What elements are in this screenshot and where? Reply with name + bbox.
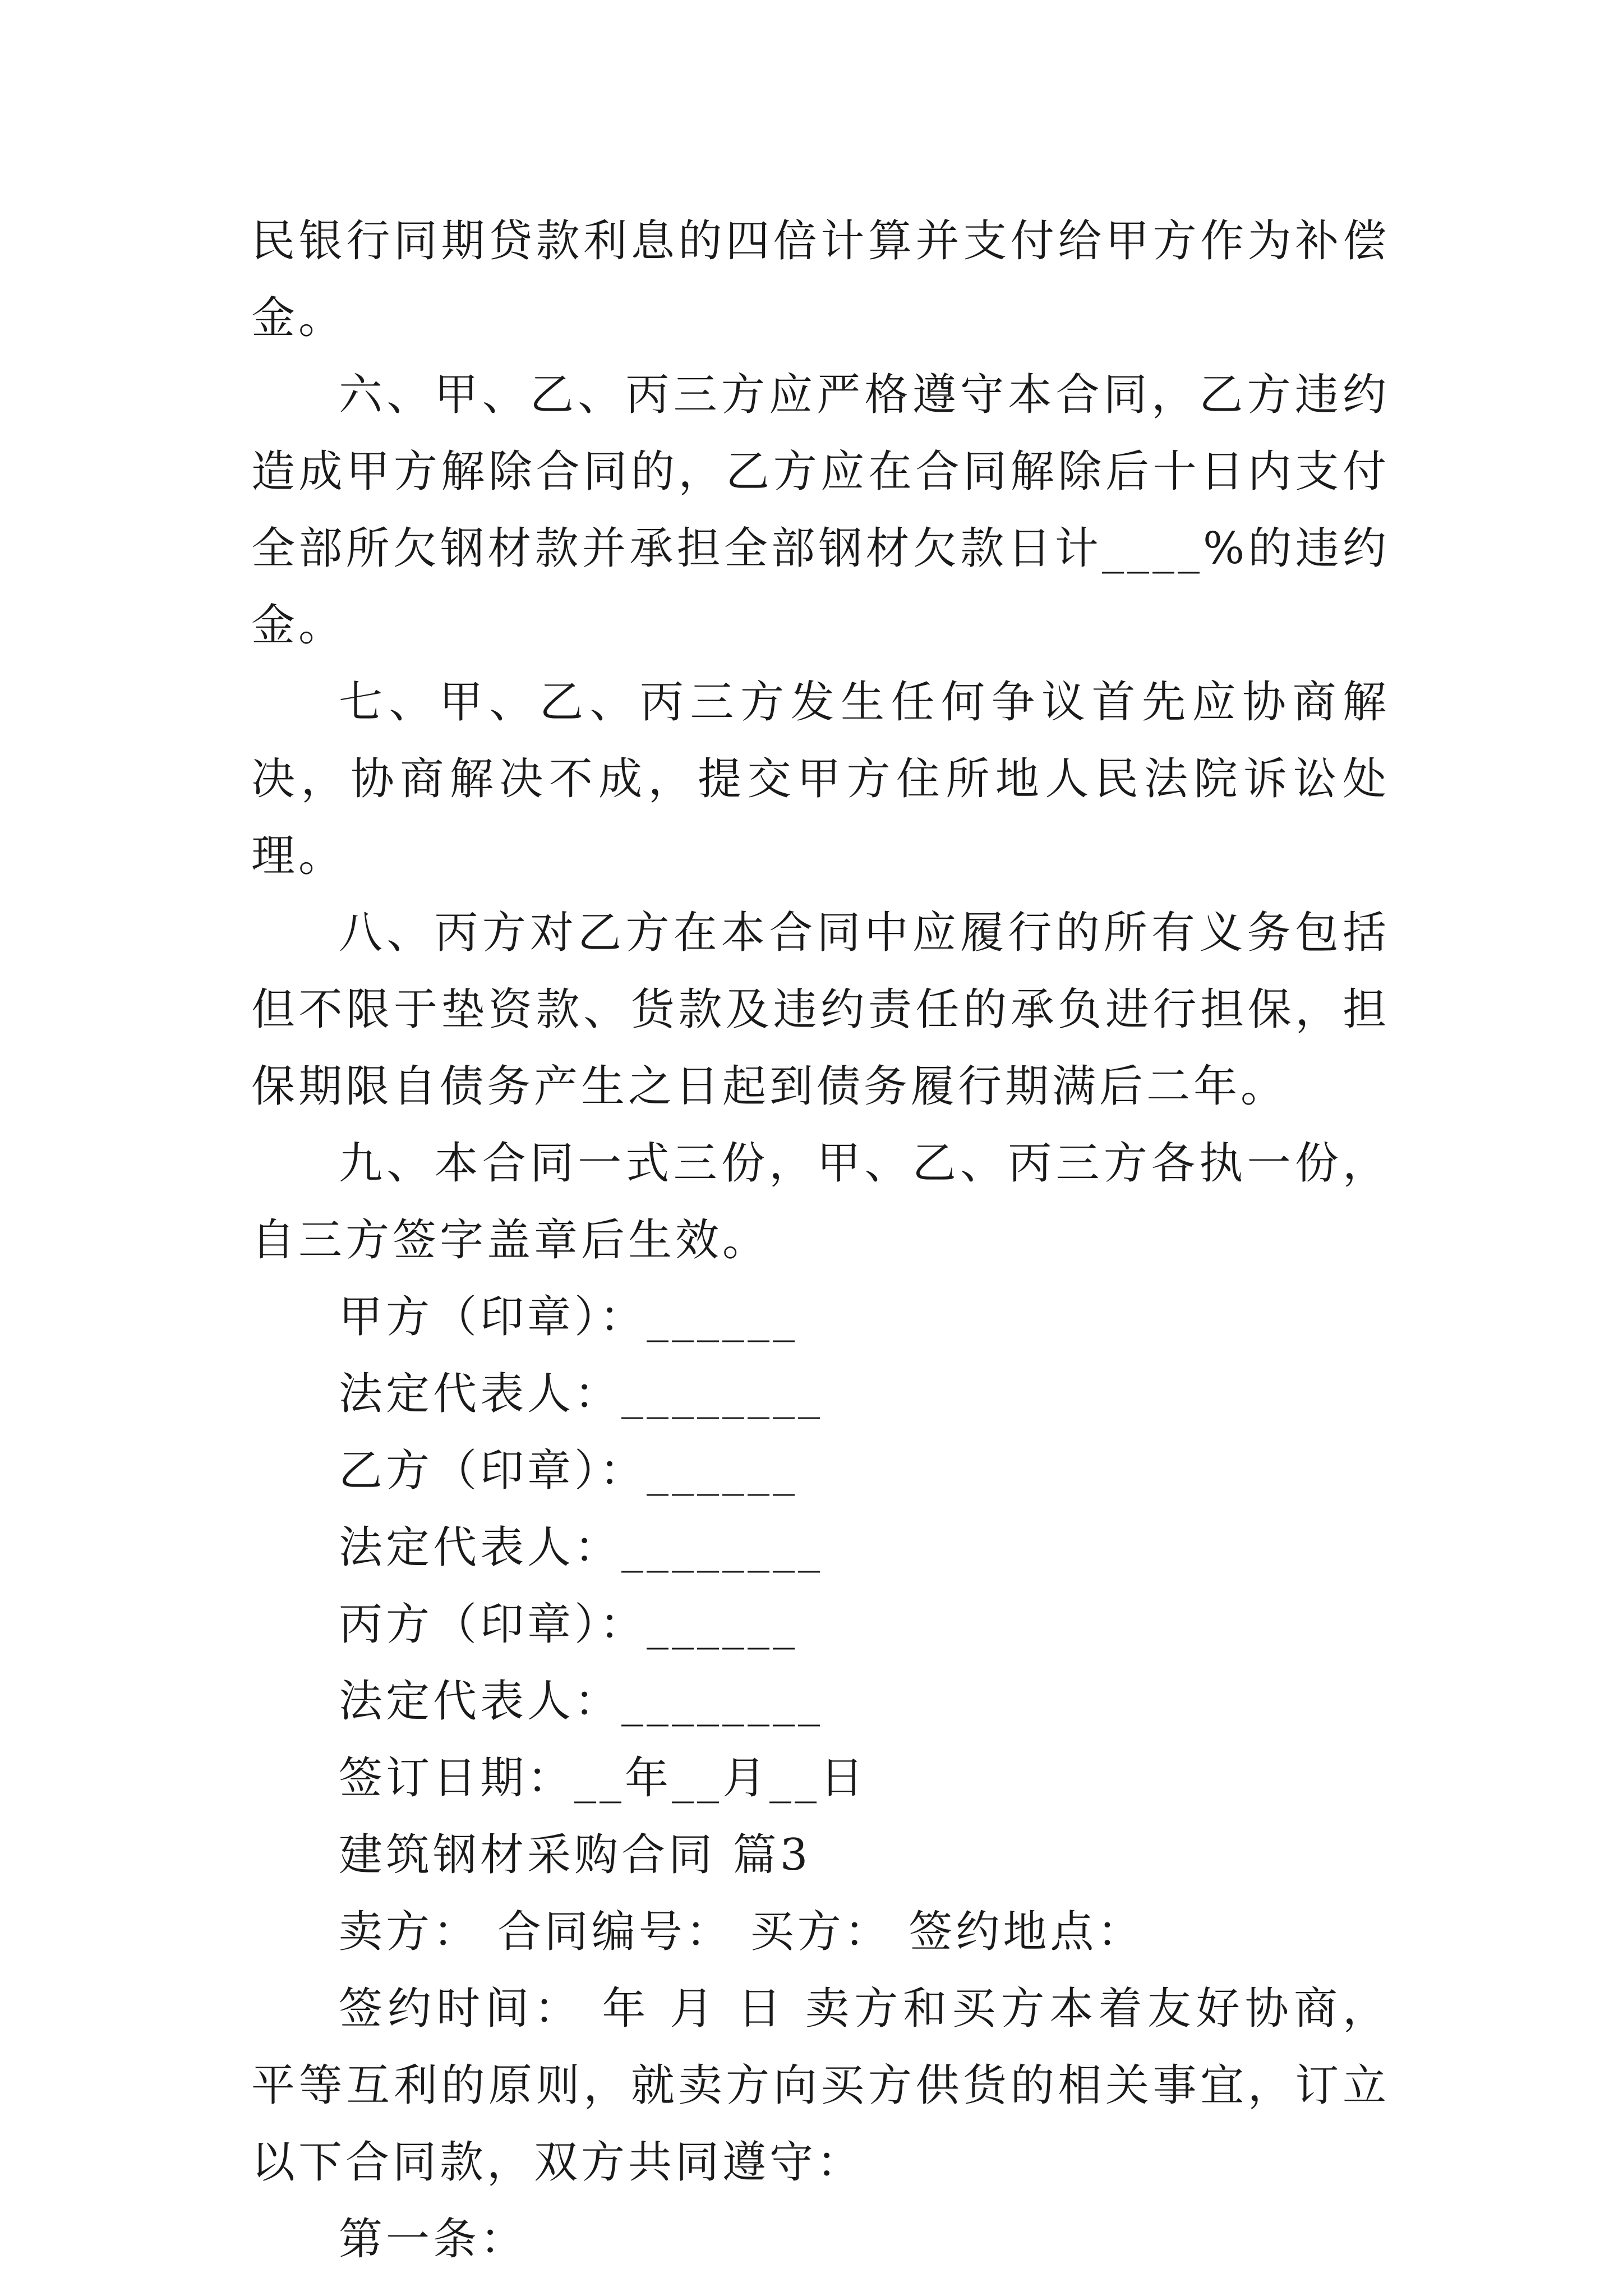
signature-line-party-c: 丙方（印章）：______	[339, 1599, 799, 1650]
paragraph-clause-eight: 八、丙方对乙方在本合同中应履行的所有义务包括但不限于垫资款、货款及违约责任的承负进行担保，担保期限自债务产生之日起到债务履行期满后二年。	[251, 908, 1390, 1112]
paragraph-preamble: 签约时间： 年 月 日 卖方和买方本着友好协商，平等互利的原则，就卖方向买方供货的相关事宜，订立以下合同款，双方共同遵守：	[251, 1984, 1390, 2188]
document-body	[251, 203, 1390, 2278]
signature-line-party-a: 甲方（印章）：______	[339, 1292, 799, 1342]
signing-date-line: 签订日期：__年__月__日	[339, 1753, 868, 1803]
article-one-heading: 第一条：	[339, 2214, 528, 2265]
section-title: 建筑钢材采购合同 篇3	[339, 1830, 811, 1880]
paragraph-clause-seven: 七、甲、乙、丙三方发生任何争议首先应协商解决，协商解决不成，提交甲方住所地人民法院诉讼处理。	[251, 677, 1390, 881]
contract-header-fields: 卖方： 合同编号： 买方： 签约地点：	[339, 1907, 1145, 1957]
paragraph-clause-nine: 九、本合同一式三份，甲、乙、丙三方各执一份，自三方签字盖章后生效。	[251, 1138, 1390, 1266]
signature-line-representative-c: 法定代表人：________	[339, 1676, 824, 1727]
signature-line-representative-a: 法定代表人：________	[339, 1369, 824, 1419]
signature-line-party-b: 乙方（印章）：______	[339, 1446, 799, 1496]
signature-line-representative-b: 法定代表人：________	[339, 1522, 824, 1573]
paragraph-continuation: 民银行同期贷款利息的四倍计算并支付给甲方作为补偿金。	[251, 216, 1390, 343]
paragraph-clause-six: 六、甲、乙、丙三方应严格遵守本合同，乙方违约造成甲方解除合同的，乙方应在合同解除后十日内支付全部所欠钢材款并承担全部钢材欠款日计____%的违约金。	[251, 370, 1390, 651]
